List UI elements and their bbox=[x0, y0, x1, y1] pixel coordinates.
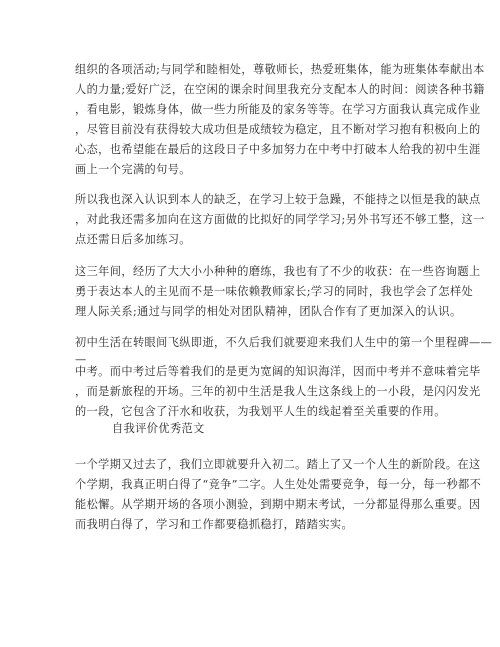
text-line: — bbox=[75, 353, 87, 366]
text-line: 心态，也希望能在最后的这段日子中多加努力在中考中打破本人给我的初中生涯 bbox=[75, 143, 481, 156]
text-line: 初中生活在转眼间飞纵即逝，不久后我们就要迎来我们人生中的第一个里程碑—— bbox=[75, 336, 493, 349]
text-line: 点还需日后多加练习。 bbox=[75, 233, 191, 246]
text-line: 画上一个完满的句号。 bbox=[75, 163, 191, 176]
text-line: 人的力量;爱好广泛，在空闲的课余时间里我充分支配本人的时间：阅读各种书籍 bbox=[75, 83, 485, 96]
text-line: 中考。而中考过后等着我们的是更为宽阔的知识海洋，因而中考并不意味着完毕 bbox=[75, 365, 481, 378]
paragraph-shortcomings bbox=[75, 190, 485, 250]
text-line: ，而是新旅程的开场。三年的初中生活是我人生这条线上的一小段，是闪闪发光 bbox=[75, 385, 481, 398]
paragraph-three-years bbox=[75, 262, 481, 322]
text-line: 能松懈。从学期开场的各项小测验，到期中期末考试，一分都显得那么重要。因 bbox=[75, 498, 481, 511]
text-line: 理人际关系;通过与同学的相处对团队精神，团队合作有了更加深入的认识。 bbox=[75, 305, 462, 318]
text-line: ，看电影，锻炼身体，做一些力所能及的家务等等。在学习方面我认真完成作业 bbox=[75, 103, 481, 116]
text-line: 所以我也深入认识到本人的缺乏，在学习上较于急躁，不能持之以恒是我的缺点 bbox=[75, 193, 481, 206]
text-line: ，尽管目前没有获得较大成功但是成绩较为稳定，且不断对学习抱有积极向上的 bbox=[75, 123, 481, 136]
text-line: 的一段，它包含了汗水和收获，为我划平人生的线起着至关重要的作用。 bbox=[75, 405, 446, 418]
text-line: 组织的各项活动;与同学和睦相处，尊敬师长，热爱班集体，能为班集体奉献出本 bbox=[75, 63, 485, 76]
text-line: 这三年间，经历了大大小小种种的磨练，我也有了不少的收获：在一些咨询题上 bbox=[75, 265, 481, 278]
paragraph-new-semester bbox=[75, 455, 482, 535]
text-line: 而我明白得了，学习和工作都要稳抓稳打，踏踏实实。 bbox=[75, 518, 354, 531]
text-line: ，对此我还需多加向在这方面做的比拟好的同学学习;另外书写还不够工整，这一 bbox=[75, 213, 485, 226]
text-line: 个学期，我真正明白得了“竞争”二字。人生处处需要竞争，每一分，每一秒都不 bbox=[75, 478, 482, 491]
paragraph-activities bbox=[75, 60, 485, 180]
text-line: 勇于表达本人的主见而不是一味依赖教师家长;学习的同时，我也学会了怎样处 bbox=[75, 285, 474, 298]
section-heading: 自我评价优秀范文 bbox=[112, 422, 205, 435]
paragraph-exam bbox=[75, 362, 481, 422]
text-line: 一个学期又过去了，我们立即就要升入初二。踏上了又一个人生的新阶段。在这 bbox=[75, 458, 481, 471]
